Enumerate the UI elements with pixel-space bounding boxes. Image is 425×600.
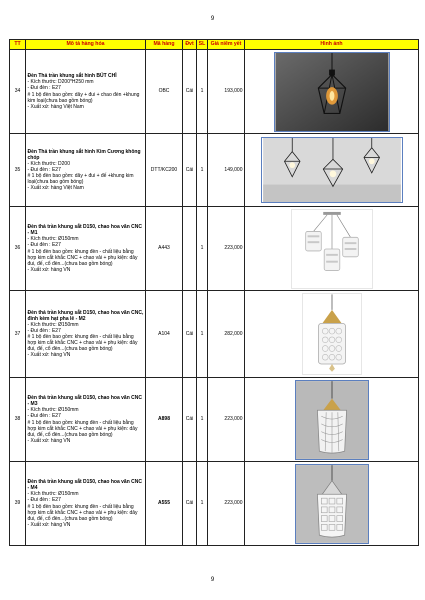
- header-tt: TT: [10, 40, 26, 50]
- product-code: OBC: [146, 50, 183, 134]
- product-spec: - Đui đèn : E27: [27, 166, 61, 173]
- product-description: [26, 462, 146, 546]
- table-row: [10, 207, 419, 291]
- page-number-top: 9: [210, 16, 215, 22]
- product-spec: - Kích thước: Ø150mm: [27, 236, 79, 243]
- product-spec: - Đui đèn : E27: [27, 413, 61, 420]
- product-qty: 1: [197, 207, 208, 291]
- cluster-pendant-lamp-photo: [291, 209, 373, 289]
- table-row: [10, 50, 419, 134]
- product-name: Đèn thả trần khung sắt D150, chao hoa văn CNC - M3: [27, 395, 142, 408]
- product-image-cell: [245, 378, 419, 462]
- product-qty: 1: [197, 134, 208, 207]
- product-name: Đèn Thả trần khung sắt hình BÚT CHÌ: [27, 73, 117, 80]
- product-qty: 1: [197, 462, 208, 546]
- product-spec: - Kích thước: Ø150mm: [27, 407, 79, 414]
- row-number: 39: [10, 462, 26, 546]
- product-name: Đèn thả trần khung sắt D150, chao hoa văn CNC - M1: [27, 224, 142, 237]
- header-code: Mã hàng: [146, 40, 183, 50]
- row-number: 34: [10, 50, 26, 134]
- product-description: [26, 134, 146, 207]
- product-price: 282,000: [208, 291, 245, 378]
- row-number: 37: [10, 291, 26, 378]
- product-spec: - Xuất xứ: hàng VN: [27, 521, 71, 528]
- product-unit: [183, 207, 197, 291]
- product-code: A898: [146, 378, 183, 462]
- product-name: Đèn Thả trần khung sắt hình Kim Cương không chóp: [27, 148, 141, 161]
- product-price: 223,000: [208, 462, 245, 546]
- product-price: 149,000: [208, 134, 245, 207]
- product-spec: # 1 bộ đèn bao gồm: khung đèn - chất liệu bằng hợp kim cắt khắc CNC + chao vải + phụ kiện: dây đui, đế, cổ đèn...(chưa bao gồm bóng): [27, 419, 138, 438]
- header-image: Hình ảnh: [245, 40, 419, 50]
- product-table: [9, 39, 419, 546]
- cage-pendant-lamp-photo: [274, 52, 390, 132]
- product-spec: # 1 bộ đèn bao gồm: dây + đui + đế +khung kim loại(chưa bao gồm bóng): [27, 173, 134, 186]
- product-description: [26, 291, 146, 378]
- table-row: [10, 134, 419, 207]
- product-image-cell: [245, 207, 419, 291]
- product-spec: - Xuất xứ: hàng VN: [27, 266, 71, 273]
- product-spec: - Kích thước: Ø150mm: [27, 491, 79, 498]
- product-image-cell: [245, 462, 419, 546]
- product-description: [26, 50, 146, 134]
- product-image-cell: [245, 291, 419, 378]
- product-unit: Cái: [183, 378, 197, 462]
- table-row: [10, 291, 419, 378]
- header-unit: Đvt: [183, 40, 197, 50]
- product-spec: - Xuất xứ: hàng VN: [27, 437, 71, 444]
- table-header-row: [10, 40, 419, 50]
- row-number: 38: [10, 378, 26, 462]
- page-number-bottom: 9: [210, 577, 215, 583]
- table-row: [10, 378, 419, 462]
- product-qty: 1: [197, 291, 208, 378]
- table-row: [10, 462, 419, 546]
- cnc-pendant-lamp-photo: [295, 380, 369, 460]
- product-code: A443: [146, 207, 183, 291]
- row-number: 36: [10, 207, 26, 291]
- product-description: [26, 207, 146, 291]
- product-spec: - Kích thước: D200*H250 mm: [27, 79, 94, 86]
- product-unit: Cái: [183, 291, 197, 378]
- product-spec: # 1 bộ đèn bao gồm: khung đèn - chất liệu bằng hợp kim cắt khắc CNC + chao vải + phụ kiện: dây đui, đế, cổ đèn...(chưa bao gồm bóng): [27, 503, 138, 522]
- product-unit: Cái: [183, 50, 197, 134]
- header-qty: SL: [197, 40, 208, 50]
- product-description: [26, 378, 146, 462]
- product-spec: # 1 bộ đèn bao gồm: khung đèn - chất liệu bằng hợp kim cắt khắc CNC + chao vải + phụ kiện: dây đui, đế, cổ đèn...(chưa bao gồm bóng): [27, 334, 138, 353]
- row-number: 35: [10, 134, 26, 207]
- product-spec: - Đui đèn : E27: [27, 327, 61, 334]
- product-qty: 1: [197, 50, 208, 134]
- product-code: A104: [146, 291, 183, 378]
- product-code: A555: [146, 462, 183, 546]
- product-spec: - Kích thước: Ø150mm: [27, 321, 79, 328]
- product-name: Đèn thả trần khung sắt D150, chao hoa văn CNC, đính kèm hạt pha lê - M2: [27, 309, 144, 322]
- product-spec: # 1 bộ đèn bao gồm: khung đèn - chất liệu bằng hợp kim cắt khắc CNC + chao vải + phụ kiện: dây đui, đế, cổ đèn...(chưa bao gồm bóng): [27, 248, 138, 267]
- product-spec: - Xuất xứ: hàng VN: [27, 352, 71, 359]
- cnc-pendant-lamp-photo: [295, 464, 369, 544]
- product-price: 223,000: [208, 378, 245, 462]
- header-description: Mô tả hàng hóa: [26, 40, 146, 50]
- product-spec: # 1 bộ đèn bao gồm: dây + đui + chao đèn +khung kim loại(chưa bao gồm bóng): [27, 91, 140, 104]
- product-unit: Cái: [183, 462, 197, 546]
- crystal-pendant-lamp-photo: [302, 293, 362, 375]
- header-price: Giá niêm yết: [208, 40, 245, 50]
- product-price: 193,000: [208, 50, 245, 134]
- diamond-pendant-lamp-photo: [261, 137, 403, 203]
- product-spec: - Đui đèn : E27: [27, 85, 61, 92]
- product-qty: 1: [197, 378, 208, 462]
- product-spec: - Xuất xứ: hàng Việt Nam: [27, 185, 84, 192]
- product-spec: - Đui đèn : E27: [27, 497, 61, 504]
- product-name: Đèn thả trần khung sắt D150, chao hoa văn CNC - M4: [27, 479, 142, 492]
- product-image-cell: [245, 134, 419, 207]
- product-image-cell: [245, 50, 419, 134]
- product-spec: - Kích thước: D200: [27, 160, 70, 167]
- product-price: 223,000: [208, 207, 245, 291]
- product-unit: Cái: [183, 134, 197, 207]
- product-spec: - Đui đèn : E27: [27, 242, 61, 249]
- product-code: DTT/KC200: [146, 134, 183, 207]
- product-spec: - Xuất xứ: hàng Việt Nam: [27, 103, 84, 110]
